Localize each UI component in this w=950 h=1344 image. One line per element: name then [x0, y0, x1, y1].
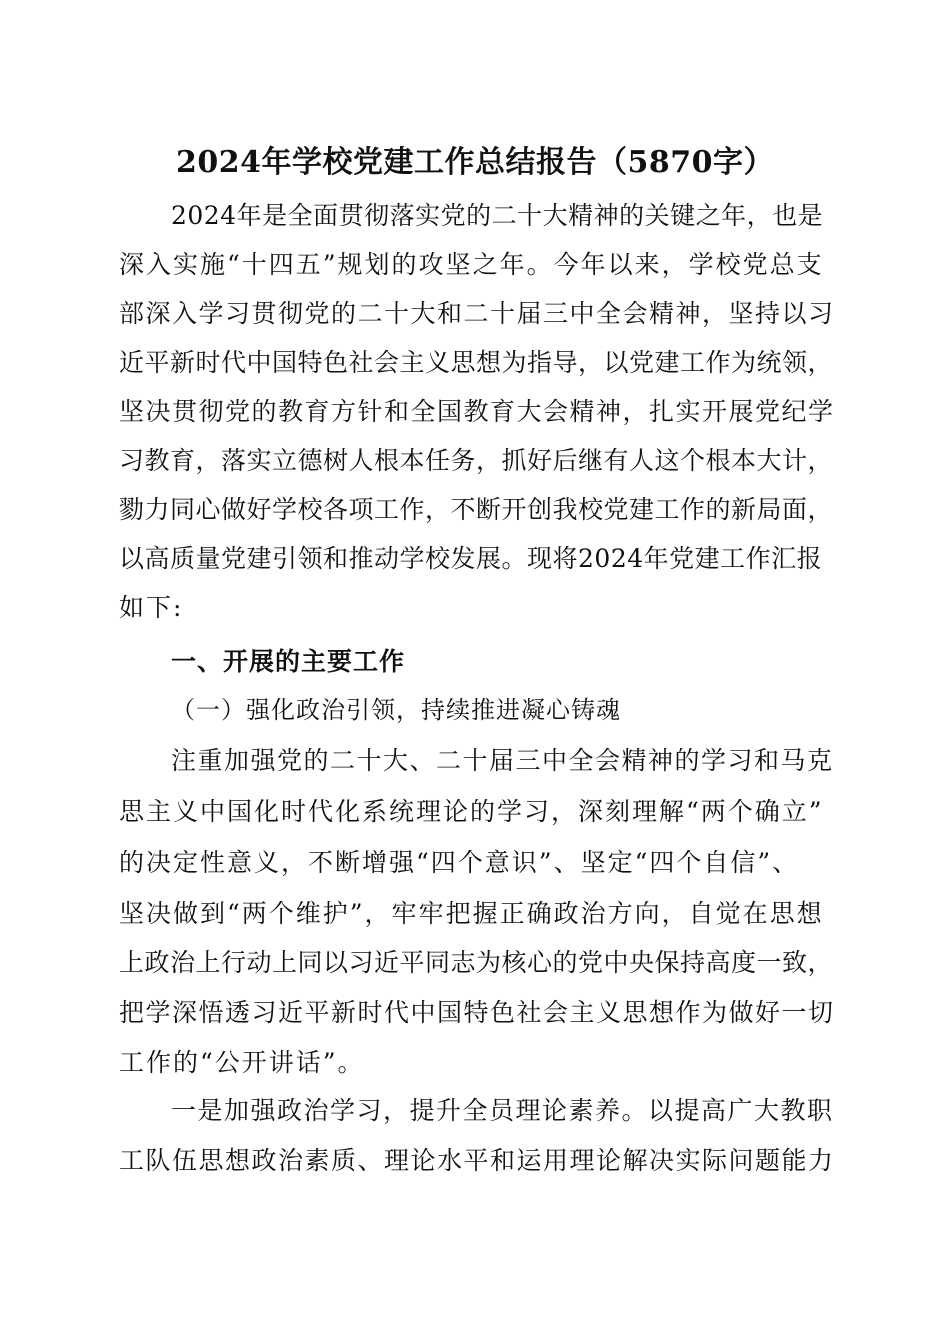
- body-line: 的决定性意义，不断增强“四个意识”、坚定“四个自信”、: [119, 848, 800, 877]
- body-line: 工作的“公开讲话”。: [119, 1048, 365, 1077]
- body-line: 坚决做到“两个维护”，牢牢把握正确政治方向，自觉在思想: [119, 899, 824, 928]
- body-line: 一是加强政治学习，提升全员理论素养。以提高广大教职: [171, 1096, 834, 1125]
- intro-line: 以高质量党建引领和推动学校发展。现将2024年党建工作汇报: [119, 544, 823, 573]
- intro-line: 深入实施“十四五”规划的攻坚之年。今年以来，学校党总支: [119, 250, 824, 279]
- body-line: 把学深悟透习近平新时代中国特色社会主义思想作为做好一切: [119, 998, 835, 1027]
- intro-line: 勠力同心做好学校各项工作，不断开创我校党建工作的新局面，: [119, 495, 834, 524]
- body-line: 注重加强党的二十大、二十届三中全会精神的学习和马克: [171, 746, 834, 775]
- body-line: 思主义中国化时代化系统理论的学习，深刻理解“两个确立”: [119, 797, 824, 826]
- intro-line: 部深入学习贯彻党的二十大和二十届三中全会精神，坚持以习: [119, 299, 835, 328]
- intro-line: 坚决贯彻党的教育方针和全国教育大会精神，扎实开展党纪学: [119, 397, 835, 426]
- body-line: 上政治上行动上同以习近平同志为核心的党中央保持高度一致，: [119, 948, 834, 977]
- intro-line: 如下:: [119, 593, 184, 622]
- intro-line: 2024年是全面贯彻落实党的二十大精神的关键之年，也是: [171, 201, 824, 230]
- intro-line: 习教育，落实立德树人根本任务，抓好后继有人这个根本大计，: [119, 446, 834, 475]
- body-line: 工队伍思想政治素质、理论水平和运用理论解决实际问题能力: [119, 1146, 835, 1175]
- section-heading: 一、开展的主要工作: [171, 647, 406, 676]
- subsection-heading: （一）强化政治引领，持续推进凝心铸魂: [171, 696, 621, 724]
- document-title: 2024年学校党建工作总结报告（5870字）: [176, 145, 774, 180]
- intro-line: 近平新时代中国特色社会主义思想为指导，以党建工作为统领，: [119, 348, 834, 377]
